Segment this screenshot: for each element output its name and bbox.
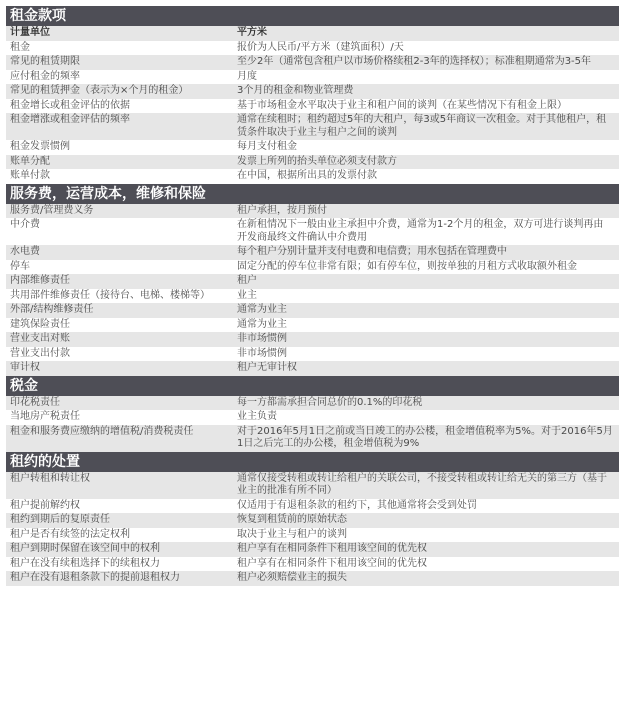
table-row [6,361,619,376]
table-row [6,245,619,260]
row-value: 租户享有在相同条件下租用该空间的优先权 [237,557,427,569]
row-value: 月度 [237,70,257,82]
row-value: 每个租户分别计量并支付电费和电信费；用水包括在管理费中 [237,246,507,257]
header-value: 平方米 [237,27,267,38]
table-row [6,410,619,425]
table-row [6,55,619,70]
row-key: 租户是否有续签的法定权利 [10,528,130,540]
table-row [6,513,619,528]
table-row [6,41,619,56]
table-row [6,472,619,499]
row-key: 租金 [10,41,30,53]
table-row [6,140,619,155]
row-value: 租户无审计权 [237,362,297,373]
row-key: 租户转租和转让权 [10,472,90,484]
row-key: 建筑保险责任 [10,318,70,330]
row-value: 至少2年（通常包含租户以市场价格续租2-3年的选择权）；标准租期通常为3-5年 [237,56,592,67]
row-key: 营业支出对账 [10,333,70,344]
table-header-row [6,26,619,41]
row-key: 常见的租赁押金（表示为×个月的租金） [10,85,189,96]
row-value: 发票上所列的抬头单位必须支付款方 [237,155,397,167]
table-row [6,289,619,304]
row-key: 中介费 [10,219,40,230]
row-key: 常见的租赁期限 [10,56,80,67]
table-row [6,557,619,572]
section-title: 税金 [6,376,619,396]
table-row [6,425,619,452]
row-value: 固定分配的停车位非常有限；如有停车位，则按单独的月租方式收取额外租金 [237,260,577,272]
table-row [6,218,619,245]
table-row [6,347,619,362]
table-row [6,260,619,275]
table-row [6,155,619,170]
row-value: 在中国，根据所出具的发票付款 [237,170,377,181]
row-value: 对于2016年5月1日之前或当日竣工的办公楼，租金增值税率为5%。对于2016年5月1日之后完工的办公楼，租金增值税为9% [237,425,613,449]
row-key: 租金发票惯例 [10,141,70,152]
row-value: 每一方都需承担合同总价的0.1%的印花税 [237,396,423,408]
table-row [6,332,619,347]
table-row [6,274,619,289]
row-key: 内部维修责任 [10,275,70,286]
row-value: 通常仅接受转租或转让给租户的关联公司，不接受转租或转让给无关的第三方（基于业主的批准有所不同） [237,472,607,496]
row-key: 共用部件维修责任（接待台、电梯、楼梯等） [10,289,210,301]
row-value: 在新租情况下一般由业主承担中介费，通常为1-2个月的租金，双方可进行谈判再由开发商最终文件确认中介费用 [237,219,604,243]
row-key: 当地房产税责任 [10,411,80,422]
section-title: 租约的处置 [6,452,619,472]
row-value: 非市场惯例 [237,333,287,344]
row-value: 恢复到租赁前的原始状态 [237,514,347,525]
row-key: 印花税责任 [10,396,60,408]
table-row [6,169,619,184]
row-value: 每月支付租金 [237,141,297,152]
table-row [6,204,619,219]
row-value: 租户必须赔偿业主的损失 [237,572,347,583]
row-value: 业主 [237,289,257,301]
lease-terms-table [6,6,619,586]
table-row [6,571,619,586]
row-value: 取决于业主与租户的谈判 [237,528,347,540]
row-key: 水电费 [10,246,40,257]
row-key: 租户到期时保留在该空间中的权利 [10,543,160,554]
section-title: 服务费，运营成本，维修和保险 [6,184,619,204]
row-key: 审计权 [10,362,40,373]
table-row [6,113,619,140]
section-title: 租金款项 [6,6,619,26]
row-value: 通常为业主 [237,304,287,315]
table-row [6,303,619,318]
table-row [6,70,619,85]
row-key: 租约到期后的复原责任 [10,514,110,525]
row-key: 租户在没有退租条款下的提前退租权力 [10,572,180,583]
row-value: 基于市场租金水平取决于业主和租户间的谈判（在某些情况下有租金上限） [237,99,567,111]
row-key: 营业支出付款 [10,347,70,359]
row-value: 3个月的租金和物业管理费 [237,85,354,96]
table-row [6,318,619,333]
row-value: 租户享有在相同条件下租用该空间的优先权 [237,543,427,554]
row-value: 通常为业主 [237,318,287,330]
row-value: 仅适用于有退租条款的租约下，其他通常将会受到处罚 [237,499,477,511]
row-key: 外部/结构维修责任 [10,304,94,315]
table-row [6,528,619,543]
row-key: 应付租金的频率 [10,70,80,82]
table-row [6,499,619,514]
row-value: 业主负责 [237,411,277,422]
row-value: 租户承担，按月预付 [237,204,327,216]
row-key: 服务费/管理费义务 [10,204,94,216]
row-key: 租金和服务费应缴纳的增值税/消费税责任 [10,425,194,437]
row-value: 通常在续租时；租约超过5年的大租户，每3或5年商议一次租金。对于其他租户，租赁条件取决于业主与租户之间的谈判 [237,114,607,138]
table-row [6,99,619,114]
row-value: 租户 [237,275,257,286]
table-row [6,396,619,411]
row-key: 租户提前解约权 [10,499,80,511]
row-value: 报价为人民币/平方米（建筑面积）/天 [237,41,404,53]
row-key: 租户在没有续租选择下的续租权力 [10,557,160,569]
row-key: 账单付款 [10,170,50,181]
row-value: 非市场惯例 [237,347,287,359]
row-key: 账单分配 [10,155,50,167]
header-key: 计量单位 [10,27,50,38]
row-key: 租金增长或租金评估的依据 [10,99,130,111]
table-row [6,542,619,557]
row-key: 租金增涨或租金评估的频率 [10,114,130,125]
table-row [6,84,619,99]
row-key: 停车 [10,260,30,272]
